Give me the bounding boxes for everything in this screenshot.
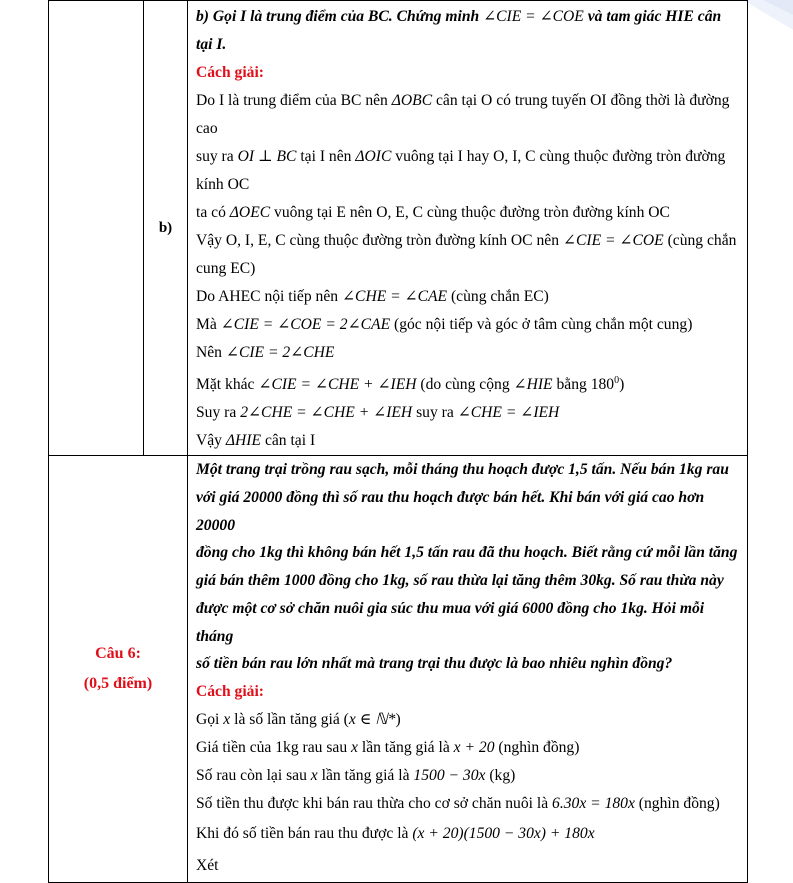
- solution-table: [48, 0, 748, 883]
- problem-line: được một cơ sở chăn nuôi gia súc thu mua với giá 6000 đồng cho 1kg. Hỏi mỗi tháng: [196, 600, 705, 645]
- step-line: Vậy O, I, E, C cùng thuộc đường tròn đường kính OC nên ∠CIE = ∠COE (cùng chắn: [196, 232, 737, 249]
- problem-line: Một trang trại trồng rau sạch, mỗi tháng thu hoạch được 1,5 tấn. Nếu bán 1kg rau: [196, 461, 729, 479]
- cau-6-content: [188, 456, 748, 883]
- task-line-1: b) Gọi I là trung điểm của BC. Chứng minh ∠CIE = ∠COE và tam giác HIE cân: [196, 8, 722, 25]
- step-line: Khi đó số tiền bán rau thu được là (x + 20)(1500 − 30x) + 180x: [196, 825, 595, 843]
- solution-heading: Cách giải:: [196, 64, 265, 81]
- part-b-label: b): [158, 220, 173, 237]
- question-number: Câu 6:: [95, 645, 141, 663]
- step-line: Giá tiền của 1kg rau sau x lần tăng giá là x + 20 (nghìn đồng): [196, 739, 580, 757]
- row-cau-6: [49, 456, 748, 883]
- problem-line: số tiền bán rau lớn nhất mà trang trại thu được là bao nhiêu nghìn đồng?: [196, 655, 673, 673]
- step-line: suy ra OI ⊥ BC tại I nên ΔOIC vuông tại I hay O, I, C cùng thuộc đường tròn đường: [196, 148, 726, 165]
- step-line: Mà ∠CIE = ∠COE = 2∠CAE (góc nội tiếp và góc ở tâm cùng chắn một cung): [196, 316, 693, 333]
- part-b-content: [188, 1, 748, 456]
- step-line: Vậy ΔHIE cân tại I: [196, 432, 316, 450]
- problem-line: giá bán thêm 1000 đồng cho 1kg, số rau thừa lại tăng thêm 30kg. Số rau thừa này: [196, 572, 724, 590]
- problem-line: đồng cho 1kg thì không bán hết 1,5 tấn rau đã thu hoạch. Biết rằng cứ mỗi lần tăng: [196, 544, 738, 562]
- step-line: Suy ra 2∠CHE = ∠CHE + ∠IEH suy ra ∠CHE = ∠IEH: [196, 404, 560, 422]
- question-label-cell: [49, 456, 188, 883]
- step-line: ta có ΔOEC vuông tại E nên O, E, C cùng thuộc đường tròn đường kính OC: [196, 204, 670, 221]
- problem-statement: [196, 456, 739, 678]
- task-line-2: tại I.: [196, 36, 227, 53]
- empty-cell: [49, 1, 144, 456]
- step-line: kính OC: [196, 176, 250, 193]
- part-label-cell: [144, 1, 188, 456]
- step-line: Nên ∠CIE = 2∠CHE: [196, 344, 335, 361]
- question-points: (0,5 điểm): [83, 675, 153, 693]
- step-line: Gọi x là số lần tăng giá (x ∈ ℕ*): [196, 711, 401, 729]
- step-line: Mặt khác ∠CIE = ∠CHE + ∠IEH (do cùng cộng ∠HIE bằng $180^0$): [196, 375, 625, 394]
- step-line: Xét: [196, 857, 219, 875]
- step-line: Số rau còn lại sau x lần tăng giá là 1500 − 30x (kg): [196, 767, 516, 785]
- step-line: cao: [196, 120, 218, 137]
- step-line: Số tiền thu được khi bán rau thừa cho cơ sở chăn nuôi là 6.30x = 180x (nghìn đồng): [196, 795, 720, 813]
- problem-line: với giá 20000 đồng thì số rau thu hoạch được bán hết. Khi bán với giá cao hơn 20000: [196, 489, 705, 534]
- solution-heading: Cách giải:: [196, 683, 265, 701]
- row-part-b: [49, 1, 748, 456]
- step-line: Do I là trung điểm của BC nên ΔOBC cân tại O có trung tuyến OI đồng thời là đường: [196, 92, 730, 109]
- step-line: Do AHEC nội tiếp nên ∠CHE = ∠CAE (cùng chắn EC): [196, 288, 549, 305]
- step-line: cung EC): [196, 260, 256, 277]
